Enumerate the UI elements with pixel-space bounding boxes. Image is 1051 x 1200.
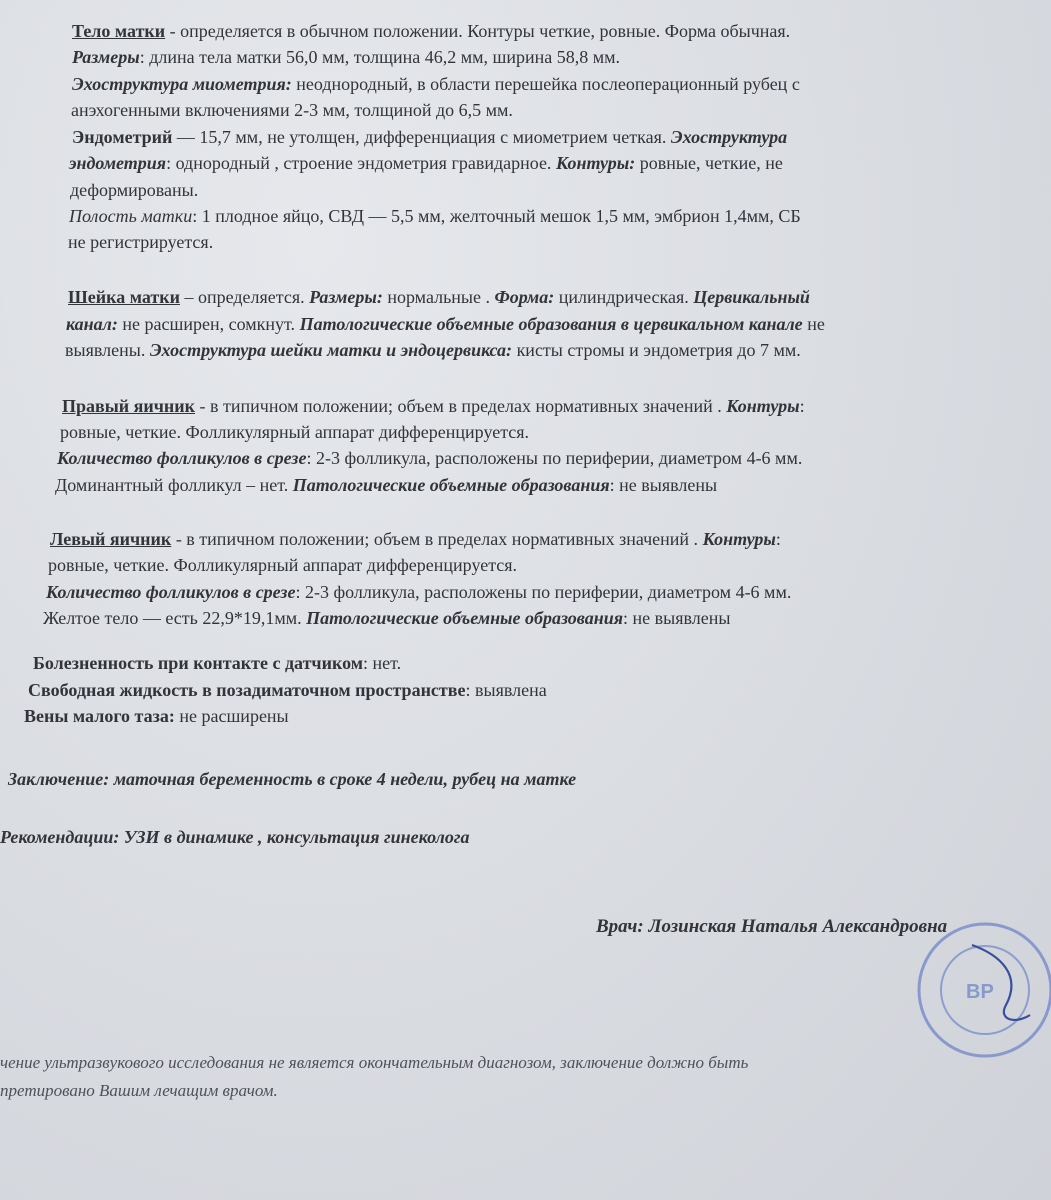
cervix-line-3: выявлены. Эхоструктура шейки матки и эндоцервикса: кисты стромы и эндометрия до 7 мм. bbox=[65, 340, 801, 360]
cervix-line-2: канал: не расширен, сомкнут. Патологические объемные образования в цервикальном канале не bbox=[66, 314, 825, 334]
myometrium-line-2: анэхогенными включениями 2-3 мм, толщиной до 6,5 мм. bbox=[71, 100, 513, 120]
right-ovary-line-1: Правый яичник - в типичном положении; объем в пределах нормативных значений . Контуры: bbox=[62, 396, 805, 416]
left-ovary-line-1: Левый яичник - в типичном положении; объем в пределах нормативных значений . Контуры: bbox=[50, 529, 781, 549]
doctor-stamp bbox=[910, 915, 1051, 1065]
myometrium-label: Эхоструктура миометрия: bbox=[72, 74, 292, 94]
uterus-size-label: Размеры bbox=[72, 47, 140, 67]
uterus-line-1: Тело матки - определяется в обычном положении. Контуры четкие, ровные. Форма обычная. bbox=[72, 21, 791, 41]
cervix-line-1: Шейка матки – определяется. Размеры: нормальные . Форма: цилиндрическая. Цервикальный bbox=[68, 287, 810, 307]
doctor-signature-line: Врач: Лозинская Наталья Александровна bbox=[596, 916, 948, 937]
disclaimer-line-2: претировано Вашим лечащим врачом. bbox=[0, 1081, 278, 1100]
cavity-label: Полость матки bbox=[69, 206, 193, 226]
cavity-line-2: не регистрируется. bbox=[68, 232, 214, 252]
uterus-size-line: Размеры: длина тела матки 56,0 мм, толщина 46,2 мм, ширина 58,8 мм. bbox=[72, 47, 621, 67]
recommendations: Рекомендации: УЗИ в динамике , консультация гинеколога bbox=[0, 827, 470, 847]
right-ovary-line-2: ровные, четкие. Фолликулярный аппарат дифференцируется. bbox=[60, 422, 530, 442]
left-ovary-heading: Левый яичник bbox=[50, 529, 172, 549]
endometrium-line-2: эндометрия: однородный , строение эндометрия гравидарное. Контуры: ровные, четкие, не bbox=[69, 153, 783, 173]
left-ovary-line-3: Количество фолликулов в срезе: 2-3 фолликула, расположены по периферии, диаметром 4-6 мм. bbox=[46, 582, 792, 602]
contours-label: Контуры: bbox=[555, 153, 636, 173]
fluid-line: Свободная жидкость в позадиматочном пространстве: выявлена bbox=[28, 680, 547, 700]
pain-line: Болезненность при контакте с датчиком: нет. bbox=[33, 653, 402, 673]
right-ovary-line-4: Доминантный фолликул – нет. Патологические объемные образования: не выявлены bbox=[55, 475, 718, 495]
uterus-heading: Тело матки bbox=[72, 21, 166, 41]
endometrium-line-3: деформированы. bbox=[70, 180, 199, 200]
left-ovary-line-4: Желтое тело — есть 22,9*19,1мм. Патологические объемные образования: не выявлены bbox=[43, 608, 731, 628]
cervix-heading: Шейка матки bbox=[68, 287, 180, 307]
right-ovary-heading: Правый яичник bbox=[62, 396, 196, 416]
left-ovary-line-2: ровные, четкие. Фолликулярный аппарат дифференцируется. bbox=[48, 555, 518, 575]
endometrium-line: Эндометрий — 15,7 мм, не утолщен, дифференциация с миометрием четкая. Эхоструктура bbox=[72, 127, 788, 147]
svg-text:ВР: ВР bbox=[966, 981, 994, 1003]
disclaimer-line-1: чение ультразвукового исследования не является окончательным диагнозом, заключение должно быть bbox=[0, 1053, 749, 1072]
myometrium-line: Эхоструктура миометрия: неоднородный, в области перешейка послеоперационный рубец с bbox=[72, 74, 800, 94]
right-ovary-line-3: Количество фолликулов в срезе: 2-3 фолликула, расположены по периферии, диаметром 4-6 мм. bbox=[57, 448, 803, 468]
cavity-line: Полость матки: 1 плодное яйцо, СВД — 5,5 мм, желточный мешок 1,5 мм, эмбрион 1,4мм, СБ bbox=[69, 206, 801, 226]
veins-line: Вены малого таза: не расширены bbox=[24, 706, 289, 726]
conclusion: Заключение: маточная беременность в сроке 4 недели, рубец на матке bbox=[8, 769, 577, 789]
endometrium-label: Эндометрий bbox=[72, 127, 173, 147]
